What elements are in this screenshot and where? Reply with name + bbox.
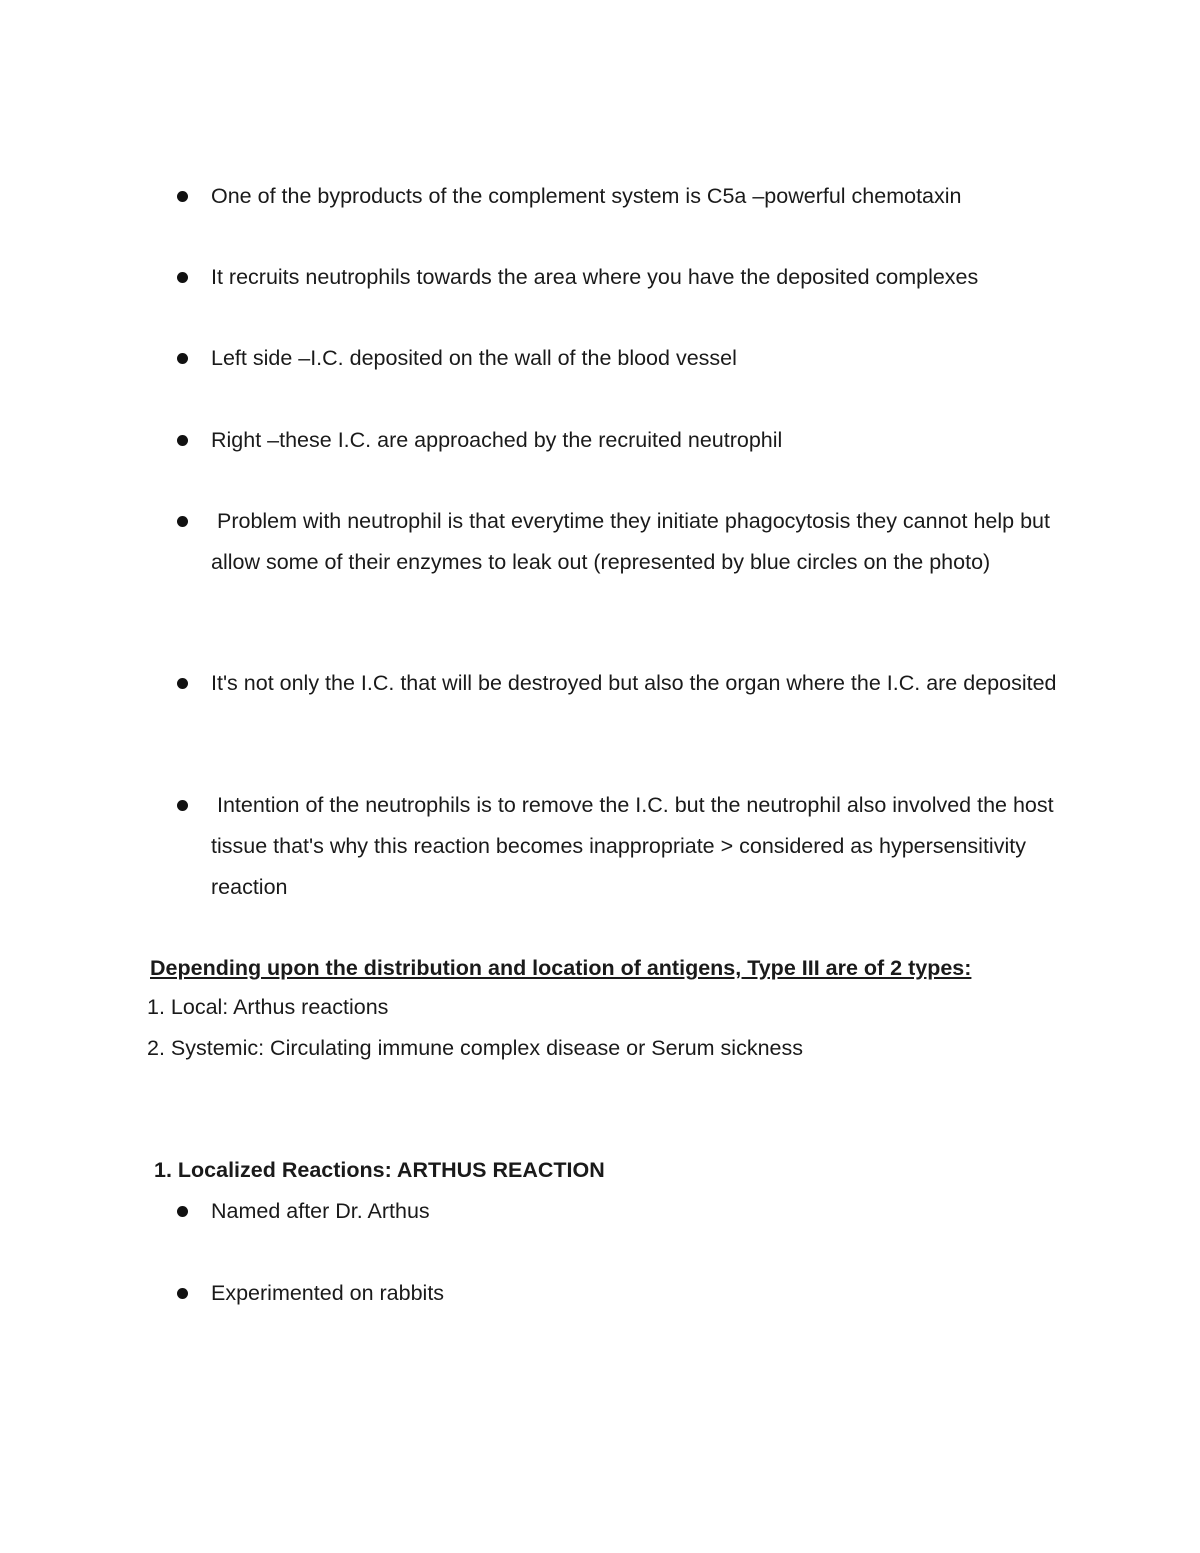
bullet-dot-icon — [177, 516, 188, 527]
bullet-dot-icon — [177, 1288, 188, 1299]
bullet-text: Problem with neutrophil is that everytime they initiate phagocytosis they cannot help but allow some of their enzymes to leak out (represented by blue circles on the photo) — [211, 509, 1056, 574]
bullet-text: Experimented on rabbits — [211, 1281, 445, 1305]
list-item — [211, 501, 1061, 583]
type-item-local: 1. Local: Arthus reactions — [147, 995, 389, 1019]
list-item — [211, 420, 1061, 461]
list-item — [211, 785, 1061, 907]
type-item-systemic: 2. Systemic: Circulating immune complex disease or Serum sickness — [147, 1036, 803, 1060]
bullet-dot-icon — [177, 678, 188, 689]
bullet-dot-icon — [177, 800, 188, 811]
arthus-heading: 1. Localized Reactions: ARTHUS REACTION — [154, 1158, 605, 1182]
bullet-text: Intention of the neutrophils is to remove the I.C. but the neutrophil also involved the host tissue that's why this reaction becomes inappropriate > considered as hypersensitivity reaction — [211, 793, 1060, 899]
list-item — [211, 1191, 1061, 1232]
bullet-text: It recruits neutrophils towards the area where you have the deposited complexes — [211, 265, 979, 289]
bullet-text: Named after Dr. Arthus — [211, 1199, 430, 1223]
list-item — [211, 176, 1061, 217]
bullet-dot-icon — [177, 353, 188, 364]
bullet-dot-icon — [177, 435, 188, 446]
bullet-text: It's not only the I.C. that will be destroyed but also the organ where the I.C. are deposited — [211, 671, 1057, 695]
bullet-text: Right –these I.C. are approached by the recruited neutrophil — [211, 428, 783, 452]
bullet-dot-icon — [177, 272, 188, 283]
list-item — [211, 338, 1061, 379]
bullet-text: One of the byproducts of the complement system is C5a –powerful chemotaxin — [211, 184, 962, 208]
bullet-dot-icon — [177, 191, 188, 202]
list-item — [211, 663, 1061, 704]
types-heading: Depending upon the distribution and location of antigens, Type III are of 2 types: — [150, 956, 972, 980]
list-item — [211, 1273, 1061, 1314]
bullet-text: Left side –I.C. deposited on the wall of the blood vessel — [211, 346, 737, 370]
list-item — [211, 257, 1061, 298]
bullet-dot-icon — [177, 1206, 188, 1217]
